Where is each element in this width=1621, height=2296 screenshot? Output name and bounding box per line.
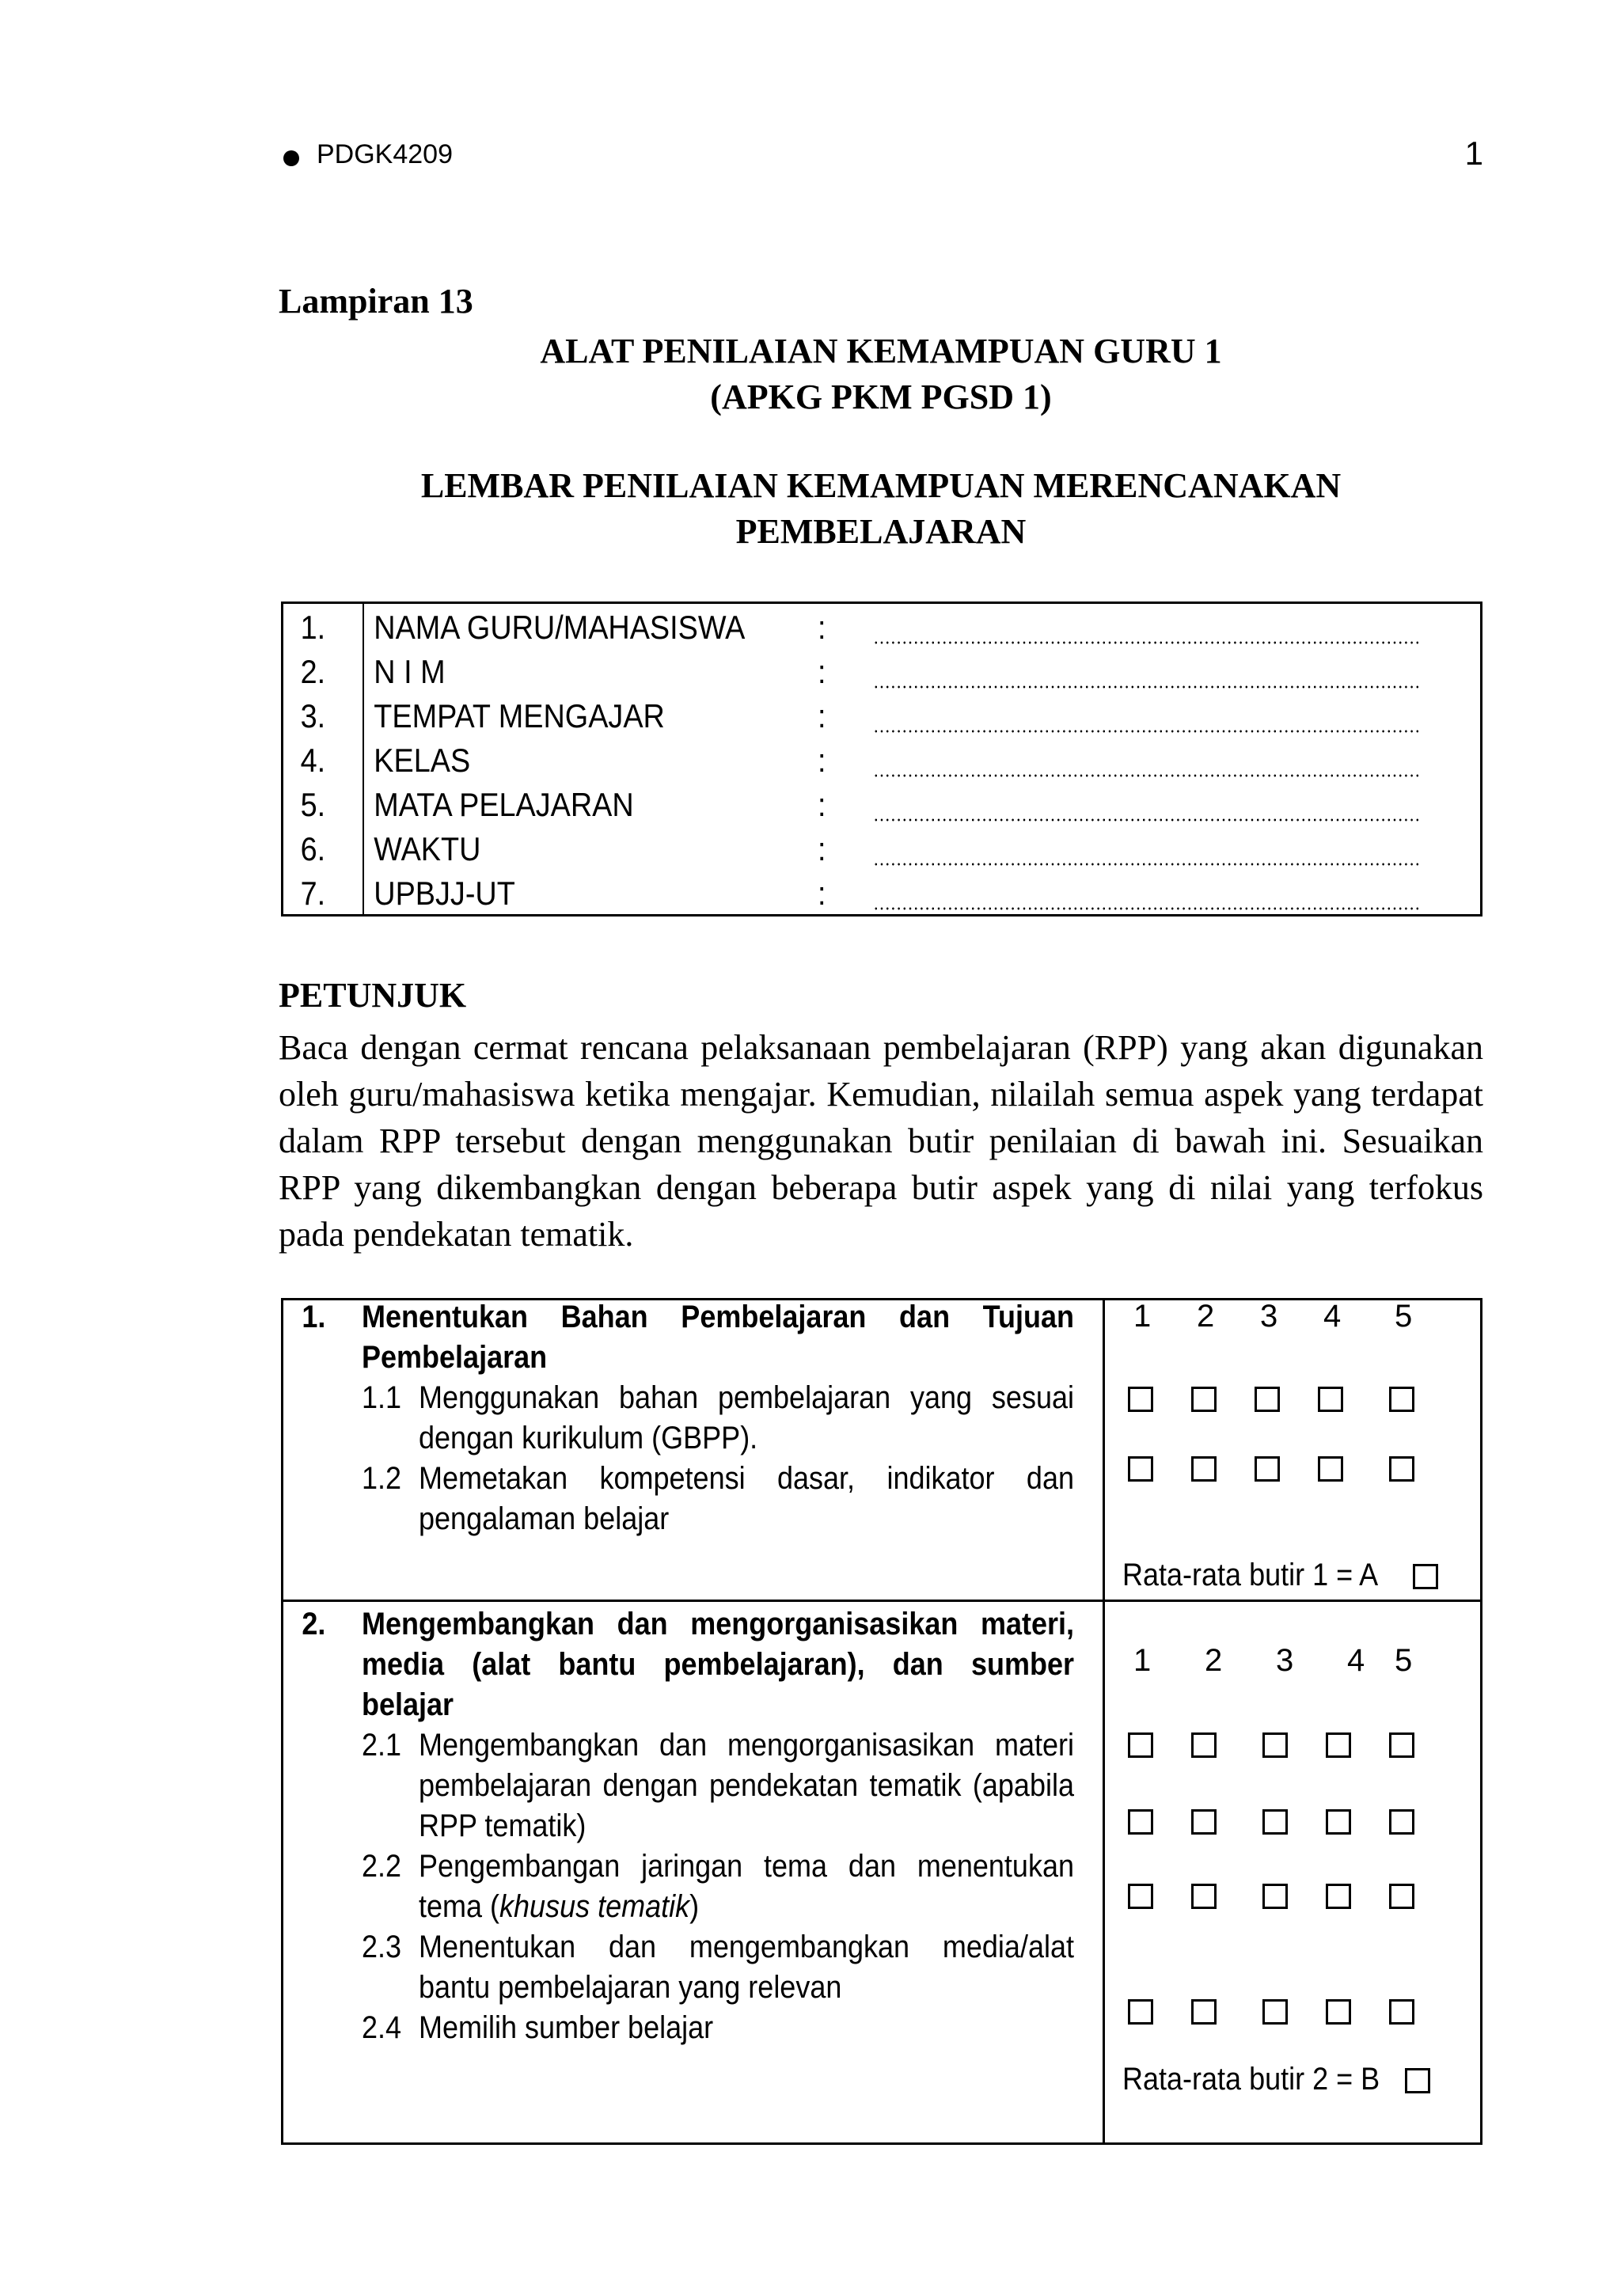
rating-checkbox[interactable]	[1262, 1809, 1288, 1835]
identity-number: 3.	[300, 697, 326, 734]
rating-checkbox[interactable]	[1191, 1999, 1217, 2025]
rating-checkbox[interactable]	[1318, 1387, 1343, 1412]
section-title: Menentukan Bahan Pembelajaran dan Tujuan Pembelajaran	[362, 1300, 1074, 1375]
scale-label-2: 2	[1197, 1299, 1215, 1334]
identity-label: WAKTU	[374, 830, 481, 867]
identity-label: KELAS	[374, 742, 471, 779]
identity-fill-line[interactable]	[873, 773, 1422, 778]
scale-label-1: 1	[1133, 1299, 1152, 1334]
title-line-3: LEMBAR PENILAIAN KEMAMPUAN MERENCANAKAN	[420, 466, 1342, 505]
page-number: 1	[1464, 135, 1483, 172]
instructions-text: Baca dengan cermat rencana pelaksanaan pembelajaran (RPP) yang akan digunakan oleh guru/mahasiswa ketika mengajar. Kemudian, nilailah semua aspek yang terdapat dalam RPP tersebut dengan menggunakan butir penilaian di bawah ini. Sesuaikan RPP yang dikembangkan dengan beberapa butir aspek yang di nilai yang terfokus pada pendekatan tematik.	[279, 1028, 1483, 1254]
assessment-table	[281, 1298, 1482, 2145]
identity-row	[283, 875, 1361, 919]
appendix-label: Lampiran 13	[279, 282, 473, 321]
section-1	[283, 1297, 1103, 1590]
section-number: 2.	[302, 1607, 326, 1641]
rating-checkbox[interactable]	[1262, 1999, 1288, 2025]
item-number: 2.1	[362, 1728, 402, 1763]
identity-number: 5.	[300, 786, 326, 823]
section-number: 1.	[302, 1300, 326, 1334]
section-title: Mengembangkan dan mengorganisasikan materi, media (alat bantu pembelajaran), dan sumber belajar	[362, 1607, 1074, 1722]
average-checkbox[interactable]	[1413, 1564, 1438, 1589]
rating-checkbox[interactable]	[1191, 1732, 1217, 1758]
title-line-1: ALAT PENILAIAN KEMAMPUAN GURU 1	[540, 332, 1222, 370]
identity-number: 4.	[300, 742, 326, 779]
scale-label-4: 4	[1347, 1643, 1365, 1678]
column-divider	[1103, 1300, 1105, 2142]
average-label-1: Rata-rata butir 1 = A	[1122, 1558, 1379, 1592]
rating-checkbox[interactable]	[1255, 1387, 1280, 1412]
item-text	[419, 1846, 1074, 1927]
item-text-part: Pengembangan jaringan tema dan menentukan tema (	[419, 1849, 1074, 1924]
identity-fill-line[interactable]	[873, 862, 1422, 867]
bullet-icon	[283, 150, 299, 166]
identity-row	[283, 786, 1361, 830]
rating-checkbox[interactable]	[1128, 1999, 1153, 2025]
identity-colon: :	[818, 742, 826, 779]
rating-checkbox[interactable]	[1318, 1456, 1343, 1482]
rating-checkbox[interactable]	[1128, 1456, 1153, 1482]
identity-label: N I M	[374, 653, 446, 690]
item-number: 1.1	[362, 1380, 402, 1415]
rating-checkbox[interactable]	[1389, 1884, 1414, 1909]
running-header	[279, 135, 1483, 182]
identity-number: 1.	[300, 609, 326, 646]
identity-number: 7.	[300, 875, 326, 912]
rating-checkbox[interactable]	[1389, 1809, 1414, 1835]
rating-checkbox[interactable]	[1128, 1809, 1153, 1835]
scale-label-3: 3	[1276, 1643, 1294, 1678]
item-number: 2.2	[362, 1849, 402, 1884]
rating-checkbox[interactable]	[1326, 1999, 1351, 2025]
scale-label-5: 5	[1395, 1299, 1413, 1334]
scale-label-4: 4	[1323, 1299, 1342, 1334]
identity-table	[281, 602, 1482, 917]
rating-checkbox[interactable]	[1326, 1732, 1351, 1758]
identity-colon: :	[818, 786, 826, 823]
identity-colon: :	[818, 697, 826, 734]
identity-label: TEMPAT MENGAJAR	[374, 697, 665, 734]
rating-checkbox[interactable]	[1191, 1884, 1217, 1909]
item-number: 2.3	[362, 1930, 402, 1964]
rating-checkbox[interactable]	[1262, 1732, 1288, 1758]
identity-fill-line[interactable]	[873, 640, 1422, 645]
identity-label: UPBJJ-UT	[374, 875, 515, 912]
identity-colon: :	[818, 875, 826, 912]
item-text: Menggunakan bahan pembelajaran yang sesuai dengan kurikulum (GBPP).	[419, 1380, 1074, 1455]
rating-checkbox[interactable]	[1191, 1387, 1217, 1412]
course-code: PDGK4209	[317, 139, 453, 169]
rating-checkbox[interactable]	[1191, 1456, 1217, 1482]
identity-colon: :	[818, 653, 826, 690]
rating-checkbox[interactable]	[1389, 1456, 1414, 1482]
identity-label: NAMA GURU/MAHASISWA	[374, 609, 746, 646]
rating-checkbox[interactable]	[1389, 1732, 1414, 1758]
scale-label-3: 3	[1260, 1299, 1278, 1334]
identity-row	[283, 830, 1361, 875]
item-number: 2.4	[362, 2010, 402, 2045]
identity-number: 6.	[300, 830, 326, 867]
item-text: Mengembangkan dan mengorganisasikan materi pembelajaran dengan pendekatan tematik (apabila RPP tematik)	[419, 1728, 1074, 1843]
rating-checkbox[interactable]	[1128, 1732, 1153, 1758]
identity-fill-line[interactable]	[873, 906, 1422, 911]
identity-row	[283, 697, 1361, 742]
average-checkbox[interactable]	[1405, 2068, 1430, 2093]
item-number: 1.2	[362, 1461, 402, 1496]
rating-checkbox[interactable]	[1128, 1387, 1153, 1412]
average-label-2: Rata-rata butir 2 = B	[1122, 2062, 1380, 2097]
identity-number: 2.	[300, 653, 326, 690]
instructions-heading: PETUNJUK	[279, 976, 467, 1015]
identity-row	[283, 653, 1361, 697]
identity-fill-line[interactable]	[873, 729, 1422, 734]
item-text-part: )	[689, 1889, 700, 1924]
rating-checkbox[interactable]	[1191, 1809, 1217, 1835]
rating-checkbox[interactable]	[1128, 1884, 1153, 1909]
identity-label: MATA PELAJARAN	[374, 786, 634, 823]
scale-label-1: 1	[1133, 1643, 1152, 1678]
item-text: Memilih sumber belajar	[419, 2010, 714, 2045]
rating-checkbox[interactable]	[1389, 1999, 1414, 2025]
identity-fill-line[interactable]	[873, 818, 1422, 822]
rating-checkbox[interactable]	[1326, 1884, 1351, 1909]
scale-label-2: 2	[1205, 1643, 1223, 1678]
rating-checkbox[interactable]	[1326, 1809, 1351, 1835]
identity-fill-line[interactable]	[873, 685, 1422, 689]
rating-checkbox[interactable]	[1262, 1884, 1288, 1909]
rating-checkbox[interactable]	[1255, 1456, 1280, 1482]
identity-row	[283, 742, 1361, 786]
scale-label-5: 5	[1395, 1643, 1413, 1678]
item-text-italic: khusus tematik	[499, 1889, 690, 1924]
title-line-4: PEMBELAJARAN	[735, 512, 1027, 551]
rating-checkbox[interactable]	[1389, 1387, 1414, 1412]
identity-colon: :	[818, 609, 826, 646]
item-text: Memetakan kompetensi dasar, indikator dan pengalaman belajar	[419, 1461, 1074, 1536]
title-line-2: (APKG PKM PGSD 1)	[710, 378, 1052, 416]
row-divider	[283, 1600, 1480, 1602]
item-text: Menentukan dan mengembangkan media/alat bantu pembelajaran yang relevan	[419, 1930, 1074, 2005]
section-2	[283, 1604, 1103, 2135]
identity-row	[283, 609, 1361, 653]
identity-colon: :	[818, 830, 826, 867]
